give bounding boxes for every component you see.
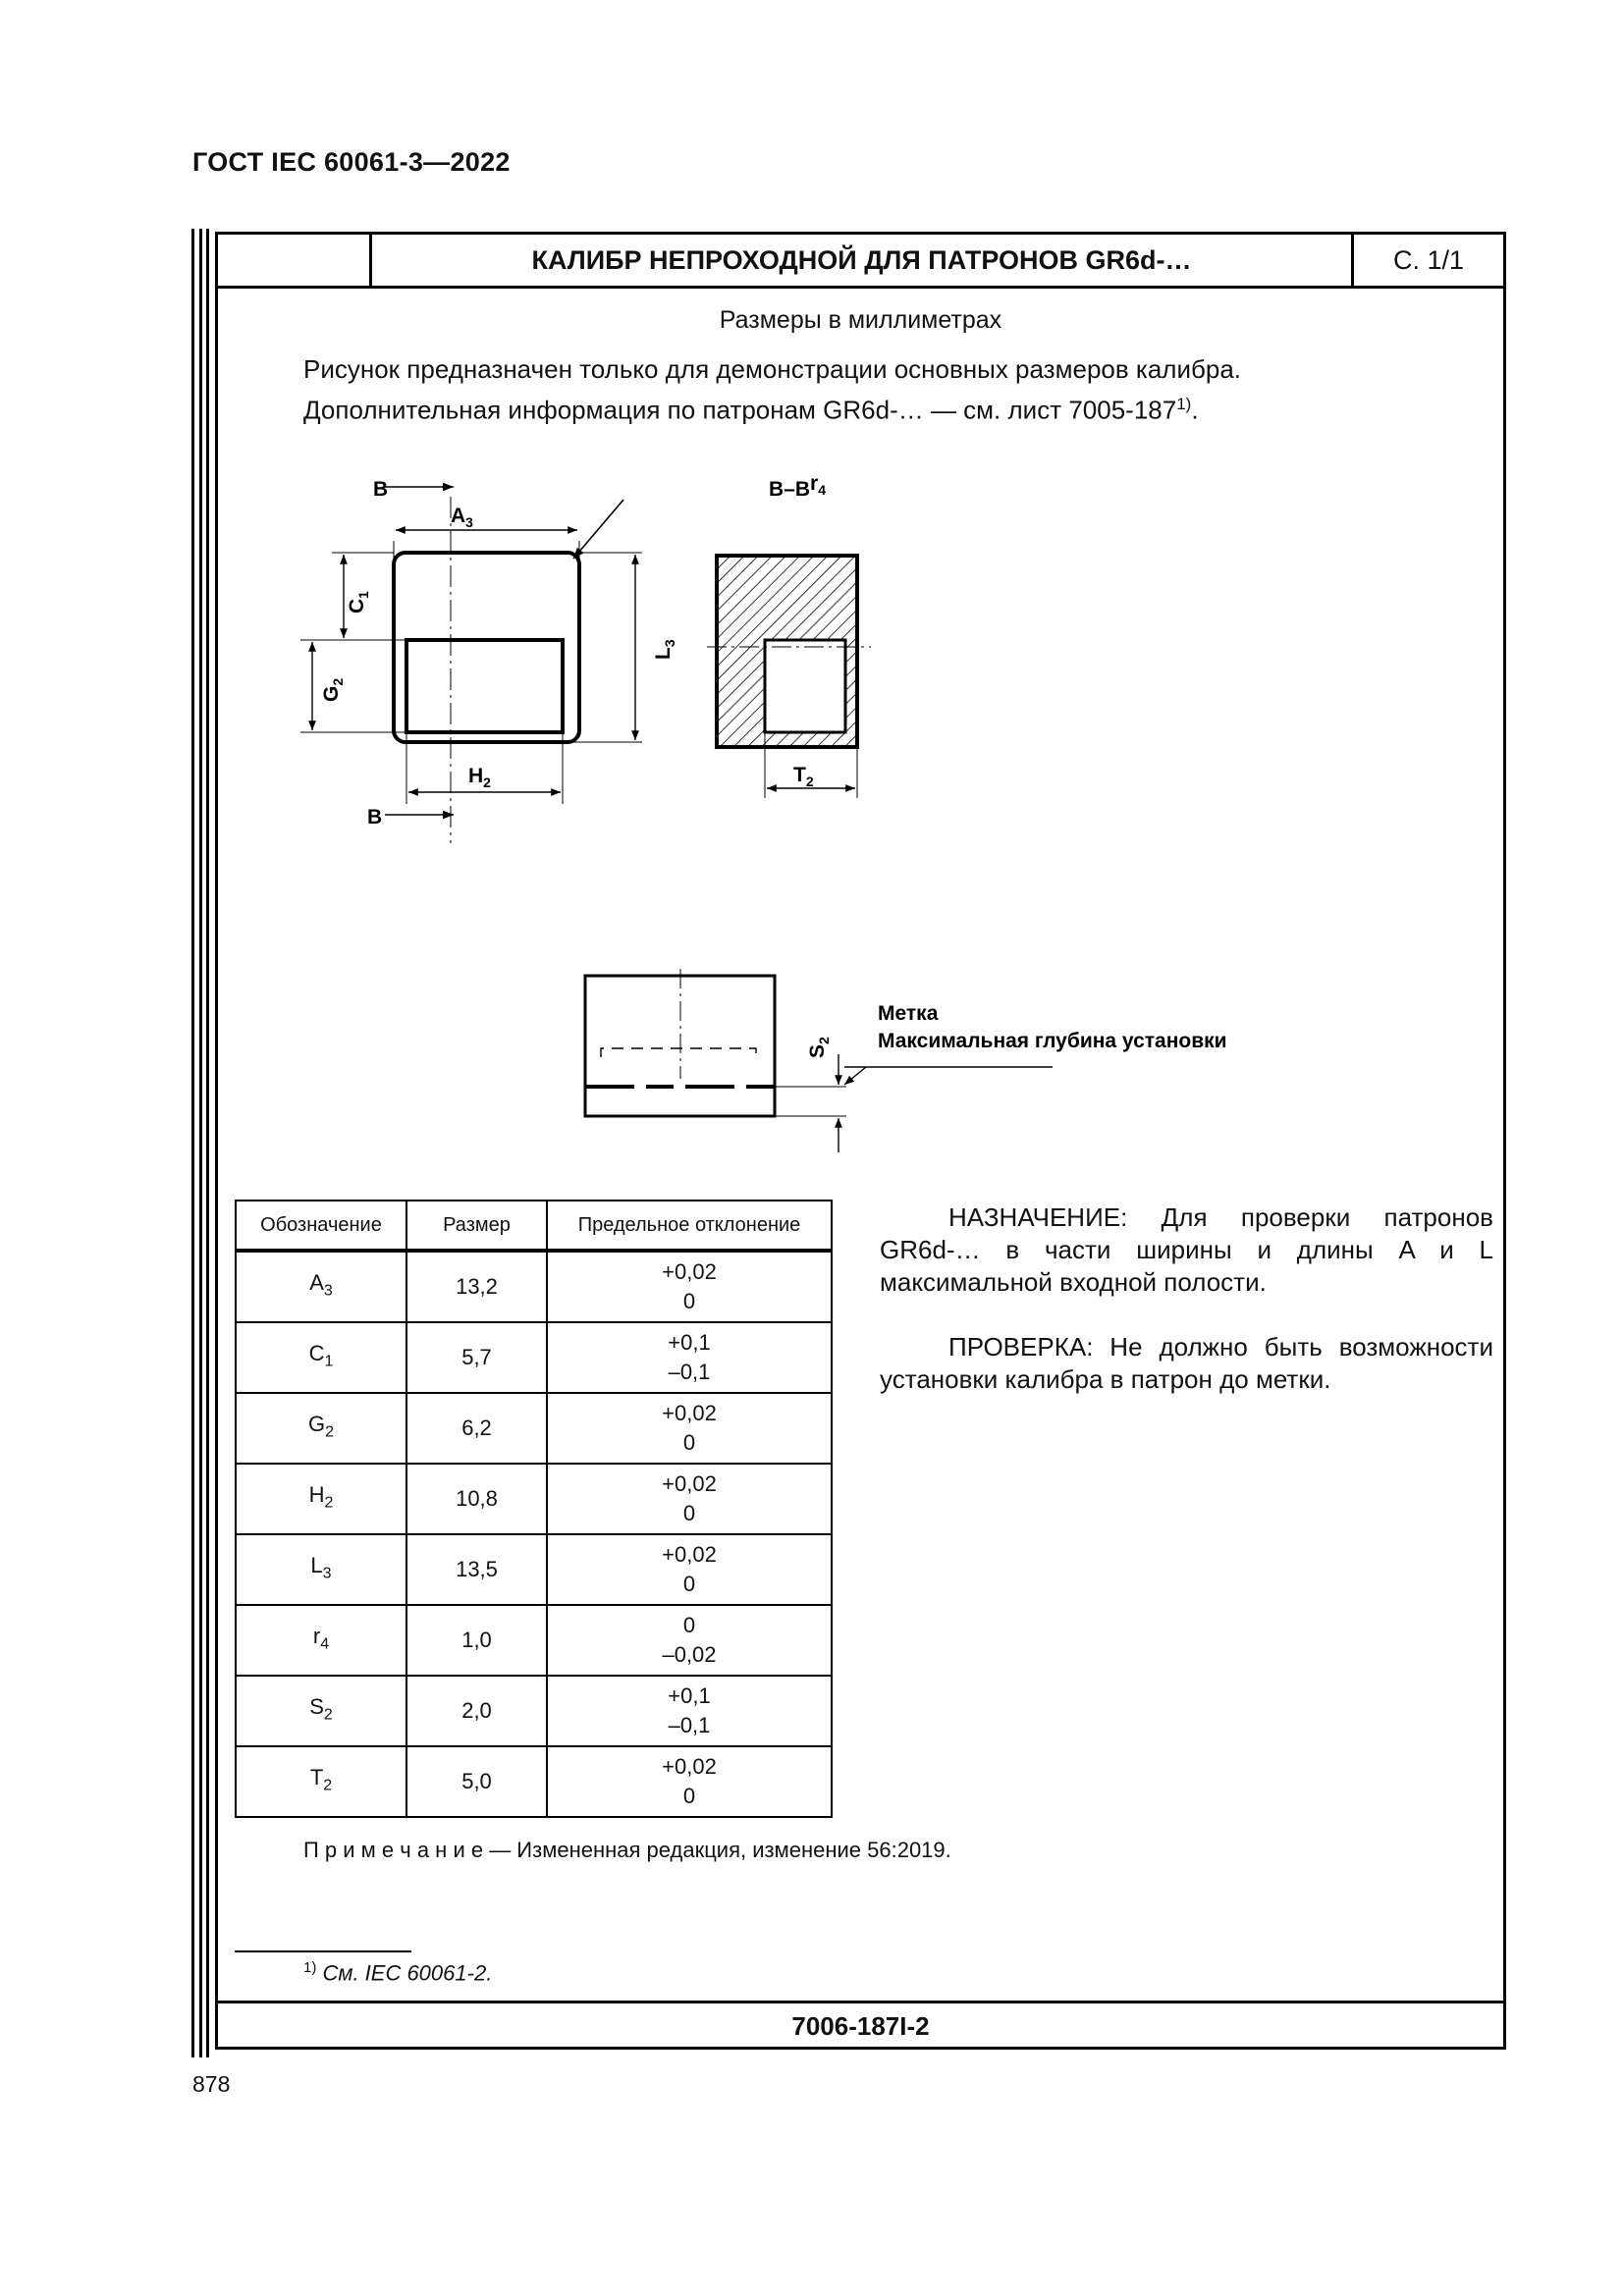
dim-S2: $S_2$ [806, 1037, 832, 1058]
table-row [236, 1251, 832, 1322]
table-row [236, 1464, 832, 1534]
size-cell: 13,2 [406, 1251, 547, 1322]
dim-H2: $H_2$ [468, 765, 491, 790]
col-header-tolerance: Предельное отклонение [547, 1201, 832, 1251]
col-header-size: Размер [406, 1201, 547, 1251]
page-number: 878 [192, 2071, 231, 2097]
dim-r4: $r_4$ [810, 472, 826, 498]
size-cell: 6,2 [406, 1393, 547, 1464]
intro-line-1: Рисунок предназначен только для демонстрации основных размеров калибра. [303, 354, 1242, 384]
section-view [707, 556, 871, 798]
table-row [236, 1746, 832, 1817]
footnote [303, 1959, 492, 1986]
table-row [236, 1534, 832, 1605]
symbol-cell: $A_3$ [236, 1251, 406, 1322]
size-cell: 2,0 [406, 1676, 547, 1746]
sheet-title: КАЛИБР НЕПРОХОДНОЙ ДЛЯ ПАТРОНОВ GR6d-… [372, 235, 1354, 286]
table-row [236, 1322, 832, 1393]
section-label-bottom: В [367, 806, 383, 828]
section-label-top: В [373, 478, 389, 501]
symbol-cell: $L_3$ [236, 1534, 406, 1605]
purpose-paragraph: НАЗНАЧЕНИЕ: Для проверки патронов GR6d-… в части ширины и длины A и L максимальной входной полости. [880, 1202, 1493, 1297]
document-header: ГОСТ IEC 60061-3—2022 [192, 147, 511, 177]
tolerance-cell: +0,02 0 [547, 1251, 832, 1322]
footnote-mark: 1) [303, 1959, 317, 1976]
size-cell: 5,7 [406, 1322, 547, 1393]
tolerance-cell: +0,02 0 [547, 1393, 832, 1464]
footnote-ref: 1) [1176, 395, 1192, 413]
sheet-code: 7006-187I-2 [218, 2001, 1503, 2050]
units-note: Размеры в миллиметрах [719, 306, 1002, 334]
binding-line [206, 229, 209, 2057]
tolerance-cell: +0,1 –0,1 [547, 1322, 832, 1393]
symbol-cell: $r_4$ [236, 1605, 406, 1676]
tolerance-cell: 0 –0,02 [547, 1605, 832, 1676]
max-depth-label: Максимальная глубина установки [878, 1030, 1227, 1052]
dim-A3: $A_3$ [451, 505, 473, 530]
size-cell: 13,5 [406, 1534, 547, 1605]
footnote-divider [235, 1950, 411, 1952]
note: П р и м е ч а н и е — Измененная редакция, изменение 56:2019. [303, 1838, 951, 1862]
table-row [236, 1676, 832, 1746]
side-view [585, 969, 1053, 1152]
table-row [236, 1393, 832, 1464]
footnote-text: См. IEC 60061-2. [322, 1960, 493, 1986]
tolerance-cell: +0,1 –0,1 [547, 1676, 832, 1746]
dim-G2: $G_2$ [320, 677, 346, 702]
symbol-cell: $S_2$ [236, 1676, 406, 1746]
symbol-cell: $T_2$ [236, 1746, 406, 1817]
mark-label: Метка [878, 1002, 939, 1025]
section-title: В–В [769, 478, 811, 501]
dimension-table [235, 1200, 833, 1818]
table-header-row [236, 1201, 832, 1251]
symbol-cell: $G_2$ [236, 1393, 406, 1464]
size-cell: 10,8 [406, 1464, 547, 1534]
symbol-cell: $C_1$ [236, 1322, 406, 1393]
tolerance-cell: +0,02 0 [547, 1464, 832, 1534]
intro-line-2-text: Дополнительная информация по патронам GR6d-… — см. лист 7005-187 [303, 395, 1177, 425]
tolerance-cell: +0,02 0 [547, 1534, 832, 1605]
col-header-symbol: Обозначение [236, 1201, 406, 1251]
binding-line [199, 229, 202, 2057]
purpose-text [880, 1201, 1493, 1396]
binding-line [191, 229, 194, 2057]
table-row [236, 1605, 832, 1676]
dim-T2: $T_2$ [793, 764, 814, 789]
gauge-drawing [218, 235, 1503, 1216]
size-cell: 1,0 [406, 1605, 547, 1676]
sheet-number: С. 1/1 [1392, 244, 1465, 275]
size-cell: 5,0 [406, 1746, 547, 1817]
tolerance-cell: +0,02 0 [547, 1746, 832, 1817]
dim-C1: $C_1$ [346, 591, 371, 614]
check-paragraph: ПРОВЕРКА: Не должно быть возможности установки калибра в патрон до метки. [880, 1332, 1493, 1394]
symbol-cell: $H_2$ [236, 1464, 406, 1534]
sheet-frame [215, 232, 1506, 2050]
dim-L3: $L_3$ [652, 639, 677, 660]
intro-line-2-end: . [1191, 395, 1199, 425]
